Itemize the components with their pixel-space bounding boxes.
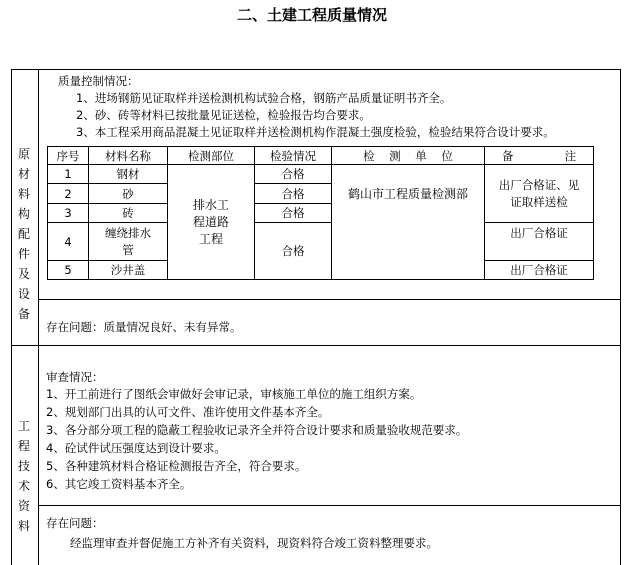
header-material: 材料名称 — [105, 148, 151, 163]
review-item: 3、各分部分项工程的隐蔽工程验收记录齐全并符合设计要求和质量验收规范要求。 — [46, 423, 468, 437]
side-char: 原 — [17, 147, 30, 161]
cell-material: 砖 — [122, 206, 134, 220]
cell-material: 缠绕排水管 — [105, 225, 151, 257]
review-item: 1、开工前进行了图纸会审做好会审记录，审核施工单位的施工组织方案。 — [46, 387, 422, 401]
side-char: 及 — [17, 267, 30, 281]
cell-no: 2 — [64, 186, 72, 201]
side-char: 备 — [17, 307, 30, 321]
side-char: 术 — [17, 479, 30, 493]
header-unit: 检 测 单 位 — [363, 148, 453, 163]
cell-part-merged: 排水工程道路工程 — [192, 197, 229, 246]
review-item: 6、其它竣工资料基本齐全。 — [46, 477, 192, 491]
cell-unit-merged: 鹤山市工程质量检测部 — [347, 186, 468, 201]
review-heading: 审查情况： — [46, 370, 104, 384]
frame-right — [620, 69, 621, 565]
cell-result: 合格 — [281, 206, 305, 220]
side-char: 工 — [17, 419, 30, 433]
review-item: 2、规划部门出具的认可文件、准许使用文件基本齐全。 — [46, 405, 330, 419]
side-char: 技 — [17, 459, 30, 473]
table-rule — [47, 279, 593, 280]
review-item: 5、各种建筑材料合格证检测报告齐全，符合要求。 — [46, 459, 307, 473]
cell-remark-1-3: 出厂合格证、见证取样送检 — [498, 177, 580, 209]
issue-divider — [38, 299, 620, 300]
side-char: 资 — [17, 499, 30, 513]
frame-top — [11, 69, 621, 70]
section2-issue-heading: 存在问题： — [46, 516, 104, 530]
quality-item: 1、进场钢筋见证取样并送检测机构试验合格，钢筋产品质量证明书齐全。 — [76, 91, 452, 105]
side-char: 配 — [17, 227, 30, 241]
header-result: 检验情况 — [270, 148, 316, 163]
side-char: 构 — [17, 207, 30, 221]
side-char: 设 — [17, 287, 30, 301]
issue-divider — [38, 505, 620, 506]
header-remark: 备 注 — [501, 148, 577, 163]
cell-material: 砂 — [122, 186, 134, 201]
side-char: 件 — [17, 247, 30, 261]
cell-material: 钢材 — [116, 167, 140, 181]
cell-remark-4: 出厂合格证 — [510, 226, 568, 240]
cell-material: 沙井盖 — [110, 263, 146, 277]
quality-item: 3、本工程采用商品混凝土见证取样并送检测机构作混凝土强度检验，检验结果符合设计要求。 — [76, 125, 555, 139]
section-divider — [11, 345, 621, 346]
side-char: 材 — [17, 167, 30, 181]
cell-result: 合格 — [281, 167, 305, 181]
cell-result-merged: 合格 — [281, 244, 305, 258]
quality-control-heading: 质量控制情况： — [58, 74, 139, 88]
header-part: 检测部位 — [188, 148, 234, 163]
cell-remark-5: 出厂合格证 — [510, 263, 568, 277]
side-char: 料 — [17, 187, 30, 201]
side-column-divider — [38, 69, 39, 565]
section2-issue-text: 经监理审查并督促施工方补齐有关资料，现资料符合竣工资料整理要求。 — [70, 536, 438, 550]
cell-no: 5 — [64, 263, 72, 277]
page-title: 二、土建工程质量情况 — [236, 6, 387, 24]
cell-result: 合格 — [281, 186, 305, 201]
header-no: 序号 — [56, 148, 80, 163]
frame-left — [11, 69, 12, 565]
cell-no: 1 — [64, 167, 72, 181]
cell-no: 3 — [64, 206, 72, 220]
side-char: 程 — [17, 439, 30, 453]
side-char: 料 — [17, 519, 30, 533]
review-item: 4、砼试件试压强度达到设计要求。 — [46, 441, 226, 455]
quality-item: 2、砂、砖等材料已按批量见证送检，检验报告均合要求。 — [76, 108, 371, 122]
section1-issue: 存在问题：质量情况良好、未有异常。 — [46, 320, 242, 334]
cell-no: 4 — [64, 234, 72, 249]
table-rule — [593, 146, 594, 280]
